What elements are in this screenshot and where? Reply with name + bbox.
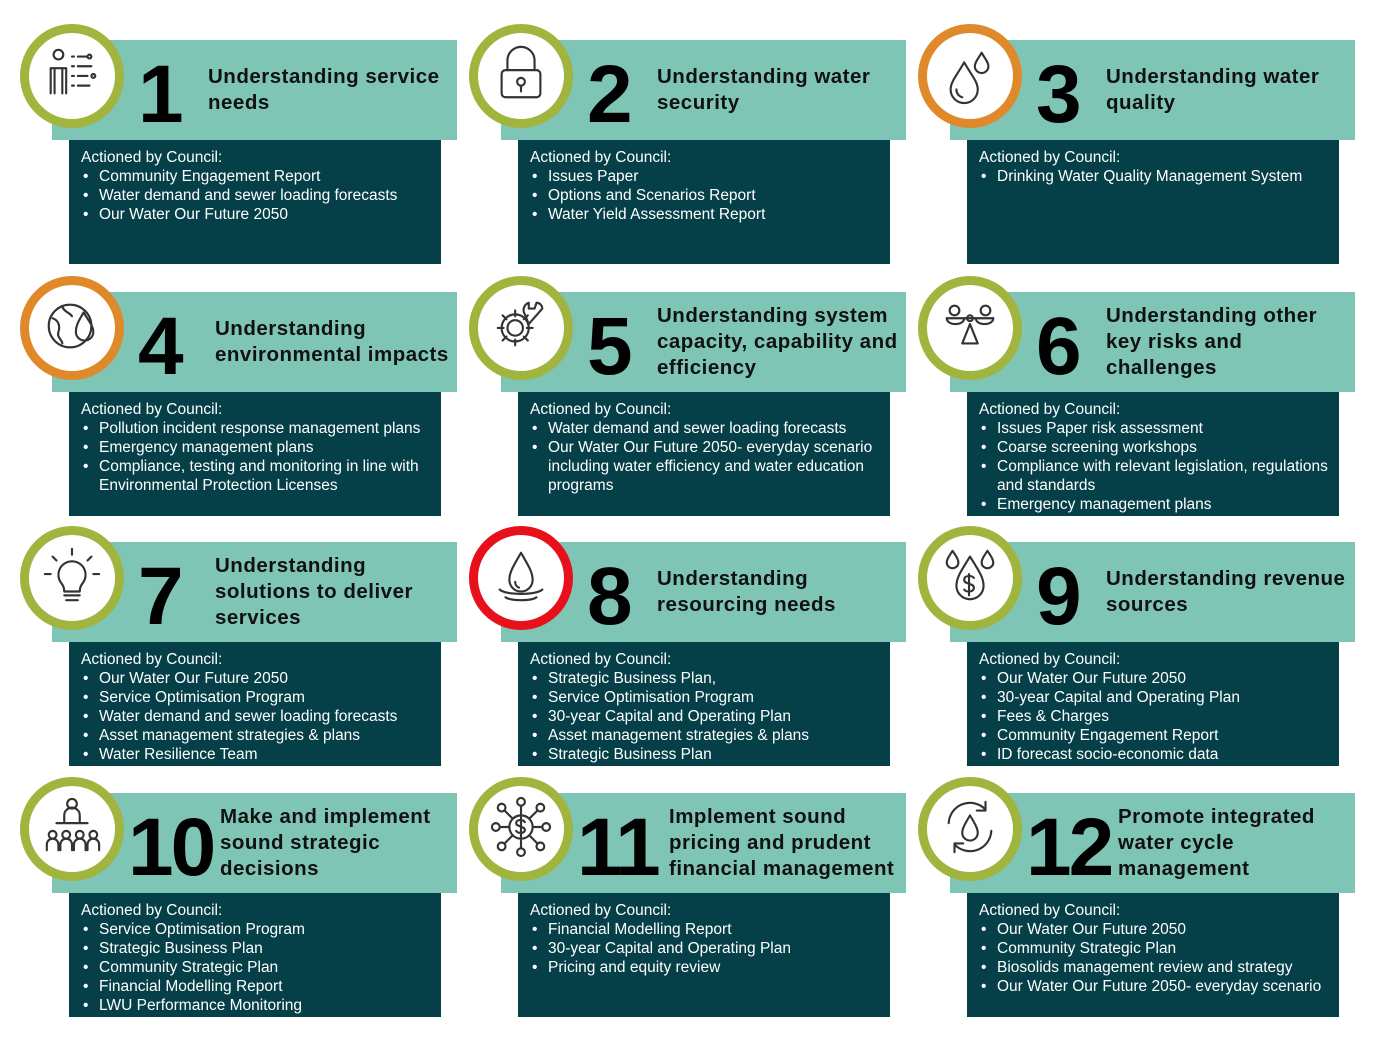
card-7 bbox=[20, 526, 460, 776]
actioned-label: Actioned by Council: bbox=[81, 401, 223, 418]
action-item: • Biosolids management review and strategy bbox=[979, 958, 1329, 977]
actioned-label: Actioned by Council: bbox=[979, 149, 1121, 166]
action-item: • LWU Performance Monitoring bbox=[81, 996, 431, 1015]
actions-list bbox=[81, 167, 431, 224]
action-item: • Emergency management plans bbox=[81, 438, 431, 457]
action-item: • Compliance with relevant legislation, regulations and standards bbox=[979, 457, 1329, 495]
step-title: Understanding service needs bbox=[208, 65, 440, 114]
gear-wrench-icon bbox=[490, 295, 552, 362]
actions-list bbox=[530, 419, 880, 495]
action-item: • 30-year Capital and Operating Plan bbox=[530, 939, 880, 958]
action-item: • Service Optimisation Program bbox=[81, 688, 431, 707]
step-title: Understanding resourcing needs bbox=[657, 567, 836, 616]
actions-panel bbox=[967, 893, 1339, 1017]
lightbulb-icon bbox=[41, 545, 103, 612]
action-item: • Our Water Our Future 2050 bbox=[81, 205, 431, 224]
step-number: 3 bbox=[1036, 49, 1079, 140]
actioned-label: Actioned by Council: bbox=[81, 902, 223, 919]
padlock-icon bbox=[490, 43, 552, 110]
action-item: • Asset management strategies & plans bbox=[81, 726, 431, 745]
actioned-label: Actioned by Council: bbox=[979, 651, 1121, 668]
card-3 bbox=[918, 24, 1358, 274]
water-cycle-icon bbox=[939, 796, 1001, 863]
water-drop-ripple-icon bbox=[490, 545, 552, 612]
action-item: • Fees & Charges bbox=[979, 707, 1329, 726]
card-8 bbox=[469, 526, 909, 776]
action-item: • Community Strategic Plan bbox=[81, 958, 431, 977]
actions-panel bbox=[69, 140, 441, 264]
actions-panel bbox=[967, 642, 1339, 766]
action-item: • ID forecast socio-economic data bbox=[979, 745, 1329, 764]
actions-list bbox=[979, 419, 1329, 514]
step-number: 6 bbox=[1036, 301, 1079, 392]
step-number: 5 bbox=[587, 301, 630, 392]
icon-circle bbox=[20, 526, 124, 630]
action-item: • Drinking Water Quality Management System bbox=[979, 167, 1329, 186]
meeting-presenter-icon bbox=[41, 796, 103, 863]
water-drops-icon bbox=[939, 43, 1001, 110]
action-item: • Water Yield Assessment Report bbox=[530, 205, 880, 224]
actions-list bbox=[81, 669, 431, 764]
step-title: Promote integrated water cycle management bbox=[1118, 805, 1315, 880]
actions-list bbox=[979, 920, 1329, 996]
icon-circle bbox=[469, 276, 573, 380]
icon-circle bbox=[469, 526, 573, 630]
action-item: • Our Water Our Future 2050 bbox=[979, 669, 1329, 688]
actioned-label: Actioned by Council: bbox=[530, 149, 672, 166]
actions-panel bbox=[967, 392, 1339, 516]
actions-list bbox=[81, 920, 431, 1015]
icon-circle bbox=[20, 777, 124, 881]
action-item: • Water Resilience Team bbox=[81, 745, 431, 764]
actions-list bbox=[979, 167, 1329, 186]
action-item: • Our Water Our Future 2050 bbox=[979, 920, 1329, 939]
actioned-label: Actioned by Council: bbox=[81, 149, 223, 166]
step-number: 7 bbox=[138, 551, 181, 642]
action-item: • Asset management strategies & plans bbox=[530, 726, 880, 745]
actions-panel bbox=[518, 642, 890, 766]
action-item: • Community Strategic Plan bbox=[979, 939, 1329, 958]
step-number: 10 bbox=[128, 802, 214, 893]
actioned-label: Actioned by Council: bbox=[979, 902, 1121, 919]
action-item: • Pollution incident response management plans bbox=[81, 419, 431, 438]
actioned-label: Actioned by Council: bbox=[530, 401, 672, 418]
card-6 bbox=[918, 276, 1358, 526]
action-item: • Pricing and equity review bbox=[530, 958, 880, 977]
icon-circle bbox=[918, 276, 1022, 380]
action-item: • Issues Paper bbox=[530, 167, 880, 186]
action-item: • Water demand and sewer loading forecasts bbox=[81, 707, 431, 726]
action-item: • Strategic Business Plan bbox=[530, 745, 880, 764]
icon-circle bbox=[918, 777, 1022, 881]
step-title: Make and implement sound strategic decisions bbox=[220, 805, 431, 880]
action-item: • Financial Modelling Report bbox=[530, 920, 880, 939]
action-item: • Strategic Business Plan bbox=[81, 939, 431, 958]
card-5 bbox=[469, 276, 909, 526]
card-10 bbox=[20, 777, 460, 1027]
actions-list bbox=[530, 669, 880, 764]
step-number: 2 bbox=[587, 49, 630, 140]
card-12 bbox=[918, 777, 1358, 1027]
dollar-drops-icon bbox=[939, 545, 1001, 612]
action-item: • Water demand and sewer loading forecasts bbox=[530, 419, 880, 438]
action-item: • 30-year Capital and Operating Plan bbox=[979, 688, 1329, 707]
actioned-label: Actioned by Council: bbox=[81, 651, 223, 668]
dollar-network-icon bbox=[490, 796, 552, 863]
actions-list bbox=[979, 669, 1329, 764]
action-item: • Service Optimisation Program bbox=[530, 688, 880, 707]
action-item: • Our Water Our Future 2050- everyday scenario bbox=[979, 977, 1329, 996]
actions-panel bbox=[967, 140, 1339, 264]
icon-circle bbox=[20, 24, 124, 128]
actions-list bbox=[81, 419, 431, 495]
action-item: • Emergency management plans bbox=[979, 495, 1329, 514]
action-item: • 30-year Capital and Operating Plan bbox=[530, 707, 880, 726]
step-number: 12 bbox=[1026, 802, 1112, 893]
action-item: • Water demand and sewer loading forecasts bbox=[81, 186, 431, 205]
step-title: Understanding revenue sources bbox=[1106, 567, 1346, 616]
person-info-icon bbox=[41, 43, 103, 110]
actioned-label: Actioned by Council: bbox=[979, 401, 1121, 418]
step-title: Implement sound pricing and prudent financial management bbox=[669, 805, 895, 880]
globe-drop-icon bbox=[41, 295, 103, 362]
actions-panel bbox=[518, 392, 890, 516]
actions-panel bbox=[69, 893, 441, 1017]
icon-circle bbox=[918, 526, 1022, 630]
actions-panel bbox=[518, 893, 890, 1017]
actions-list bbox=[530, 920, 880, 977]
icon-circle bbox=[918, 24, 1022, 128]
card-11 bbox=[469, 777, 909, 1027]
icon-circle bbox=[469, 777, 573, 881]
step-title: Understanding environmental impacts bbox=[215, 317, 449, 366]
action-item: • Coarse screening workshops bbox=[979, 438, 1329, 457]
step-title: Understanding water quality bbox=[1106, 65, 1320, 114]
action-item: • Service Optimisation Program bbox=[81, 920, 431, 939]
step-number: 8 bbox=[587, 551, 630, 642]
card-9 bbox=[918, 526, 1358, 776]
action-item: • Community Engagement Report bbox=[979, 726, 1329, 745]
actioned-label: Actioned by Council: bbox=[530, 651, 672, 668]
step-number: 1 bbox=[138, 49, 181, 140]
step-title: Understanding other key risks and challenges bbox=[1106, 304, 1318, 379]
actions-panel bbox=[518, 140, 890, 264]
action-item: • Financial Modelling Report bbox=[81, 977, 431, 996]
step-number: 4 bbox=[138, 301, 181, 392]
balance-scale-icon bbox=[939, 295, 1001, 362]
action-item: • Community Engagement Report bbox=[81, 167, 431, 186]
action-item: • Issues Paper risk assessment bbox=[979, 419, 1329, 438]
card-2 bbox=[469, 24, 909, 274]
action-item: • Our Water Our Future 2050 bbox=[81, 669, 431, 688]
step-title: Understanding water security bbox=[657, 65, 871, 114]
icon-circle bbox=[469, 24, 573, 128]
action-item: • Strategic Business Plan, bbox=[530, 669, 880, 688]
step-title: Understanding solutions to deliver services bbox=[215, 554, 413, 629]
icon-circle bbox=[20, 276, 124, 380]
step-title: Understanding system capacity, capability and efficiency bbox=[657, 304, 898, 379]
action-item: • Our Water Our Future 2050- everyday scenario including water efficiency and water education programs bbox=[530, 438, 880, 495]
actions-list bbox=[530, 167, 880, 224]
card-4 bbox=[20, 276, 460, 526]
action-item: • Compliance, testing and monitoring in line with Environmental Protection Licenses bbox=[81, 457, 431, 495]
actions-panel bbox=[69, 392, 441, 516]
actioned-label: Actioned by Council: bbox=[530, 902, 672, 919]
step-number: 9 bbox=[1036, 551, 1079, 642]
action-item: • Options and Scenarios Report bbox=[530, 186, 880, 205]
card-1 bbox=[20, 24, 460, 274]
step-number: 11 bbox=[577, 802, 658, 893]
actions-panel bbox=[69, 642, 441, 766]
